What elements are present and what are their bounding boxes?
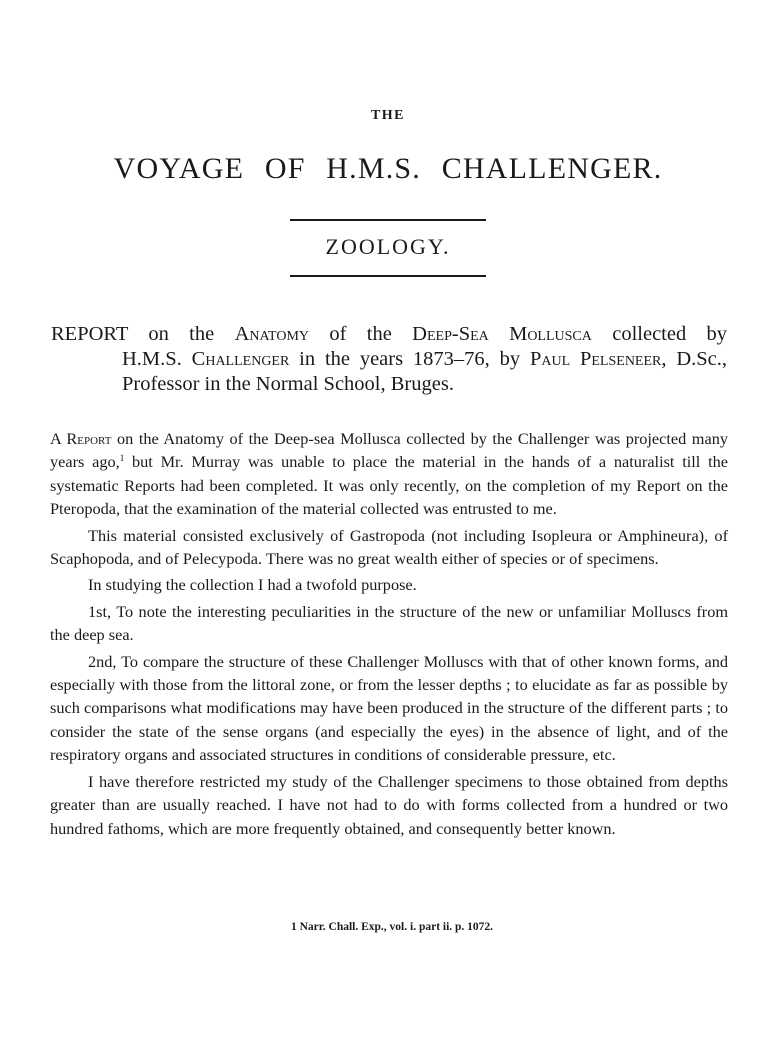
footnote <box>0 921 776 933</box>
report-heading <box>51 322 727 397</box>
footnote-mark: 1 <box>290 921 297 933</box>
paragraph-5: 2nd, To compare the structure of these Challenger Molluscs with that of other known forms, and especially with those from the littoral zone, or from the lesser depths ; to elucidate as far as possible by such comparisons what modifications may have been produced in the structure of the different parts ; to consider the state of the sense organs (and especially the eyes) in the absence of light, and of the respiratory organs and associated structures in conditions of considerable pressure, etc. <box>50 651 728 765</box>
footnote-ref: 1 <box>119 453 125 464</box>
paragraph-3: In studying the collection I had a twofold purpose. <box>88 575 417 595</box>
paragraph-4: 1st, To note the interesting peculiarities in the structure of the new or unfamiliar Molluscs from the deep sea. <box>50 601 728 645</box>
divider-bottom <box>290 275 486 277</box>
report-heading-line-1: REPORT on the Anatomy of the Deep-Sea Mollusca collected by <box>51 323 728 345</box>
body-text <box>50 427 728 840</box>
report-heading-line-3: Professor in the Normal School, Bruges. <box>122 373 454 395</box>
divider-top <box>290 219 486 221</box>
paragraph-2: This material consisted exclusively of Gastropoda (not including Isopleura or Amphineura), of Scaphopoda, and of Pelecypoda. There was no great wealth either of species or of specimens. <box>50 525 728 569</box>
footnote-text: Narr. Chall. Exp., vol. i. part ii. p. 1072. <box>299 921 494 933</box>
section-title: ZOOLOGY. <box>325 234 451 259</box>
report-heading-line-2: H.M.S. Challenger in the years 1873–76, by Paul Pelseneer, D.Sc., <box>122 348 728 370</box>
paragraph-1: A Report on the Anatomy of the Deep-sea Mollusca collected by the Challenger was projected many years ago,$^1$ but Mr. Murray was unable to place the material in the hands of a naturalist till the systematic Reports had been completed. It was only recently, on the completion of my Report on the Pteropoda, that the examination of the material collected was entrusted to me. <box>50 429 728 519</box>
paragraph-6: I have therefore restricted my study of the Challenger specimens to those obtained from depths greater than are usually reached. I have not had to do with forms collected from a hundred or two hundred fathoms, which are more frequently obtained, and consequently better known. <box>50 771 728 838</box>
series-label: THE <box>370 108 406 123</box>
page-title: VOYAGE OF H.M.S. CHALLENGER. <box>113 152 663 185</box>
